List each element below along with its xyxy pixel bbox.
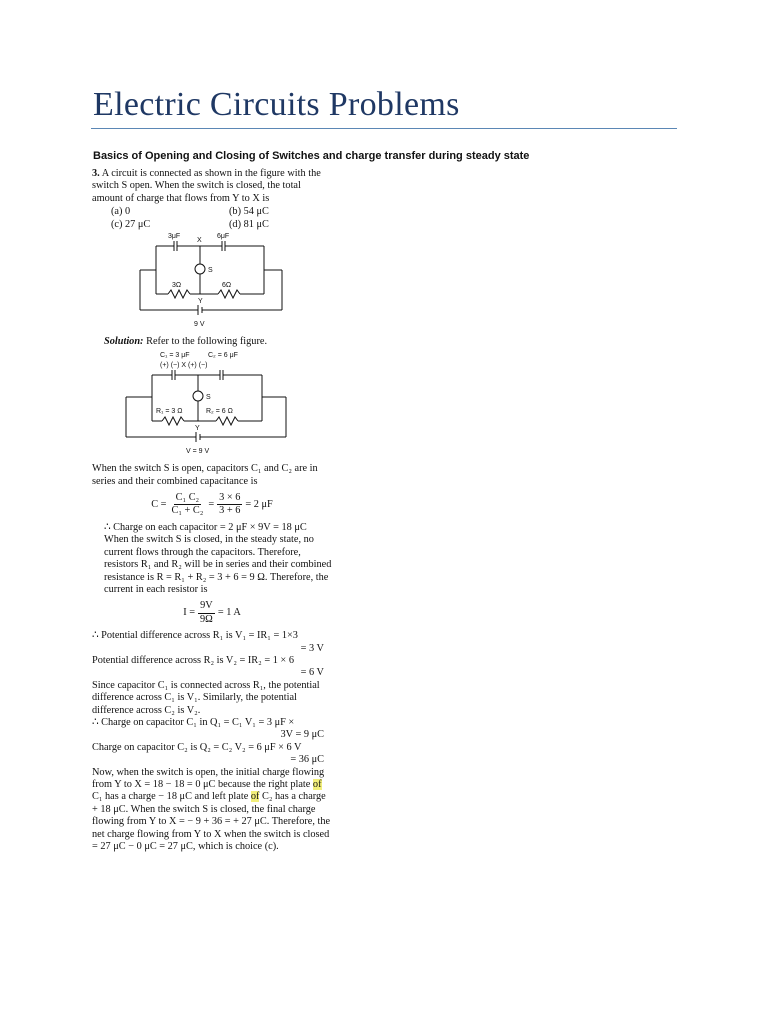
question-text (92, 168, 332, 205)
fig2-s-label: S (206, 393, 211, 401)
fig1-v-label: 9 V (194, 321, 205, 329)
formula-c-denominator: C₁ + C₂ (171, 505, 204, 517)
option-c: (c) 27 μC (111, 218, 151, 230)
circuit-diagram-problem (92, 232, 332, 332)
formula-i-numerator: 9V (198, 600, 215, 613)
fig2-v-label: V = 9 V (186, 447, 210, 455)
fig1-s-label: S (208, 267, 213, 275)
solution-intro (92, 336, 332, 348)
question-body: A circuit is connected as shown in the figure with the switch S open. When the switch is closed, the total amount of charge that flows from Y to X is (92, 168, 321, 204)
solution-paragraph-5: Potential difference across R₂ is V₂ = IR₂ = 1 × 6 (92, 654, 294, 666)
solution-paragraph-6: Since capacitor C₁ is connected across R₁, the potential difference across C₁ is V₁. Similarly, the potential difference across C₂ is V₂. (92, 679, 320, 716)
solution-paragraph-2: ∴ Charge on each capacitor = 2 μF × 9V = 18 μC (104, 521, 307, 533)
p9-highlight-2: of (250, 791, 260, 803)
fig1-r1-label: 3Ω (172, 282, 182, 290)
solution-paragraph-7: ∴ Charge on capacitor C₁ in Q₁ = C₁ V₁ = 3 μF × (92, 716, 295, 728)
solution-paragraph-4: ∴ Potential difference across R₁ is V₁ = IR₁ = 1×3 (92, 630, 298, 642)
formula-c-fraction (169, 492, 205, 518)
capacitance-formula (92, 492, 332, 518)
formula-c-lhs: C = (151, 498, 167, 510)
formula-c-equals: = (208, 498, 215, 510)
formula-c-numerator: C₁ C₂ (174, 492, 202, 505)
fig1-y-label: Y (198, 298, 203, 306)
solution-paragraph-7-result: 3V = 9 μC (280, 729, 324, 741)
option-b: (b) 54 μC (229, 206, 269, 218)
fig2-c1-label: C₁ = 3 μF (160, 351, 190, 359)
solution-intro-text: Refer to the following figure. (146, 336, 268, 348)
solution-paragraph-1: When the switch S is open, capacitors C₁ and C₂ are in series and their combined capacitance is (92, 463, 318, 487)
solution-paragraph-3: When the switch S is closed, in the steady state, no current flows through the capacitors. Therefore, resistors R₁ and R₂ will be in series and their combined resistance is R = R₁ + R₂ = 3 + 6 = 9 Ω. Therefore, the current in each resistor is (104, 534, 332, 595)
answer-options (92, 206, 332, 231)
option-d: (d) 81 μC (229, 218, 269, 230)
fig2-r1-label: R₁ = 3 Ω (156, 407, 183, 415)
formula-i-fraction (198, 600, 215, 626)
p9-part-2: C₁ has a charge − 18 μC and left plate (92, 791, 251, 803)
fig2-r2-label: R₂ = 6 Ω (206, 407, 233, 415)
formula-i-denominator: 9Ω (200, 613, 213, 625)
fig2-y-label: Y (195, 424, 200, 432)
formula-i-lhs: I = (183, 607, 195, 619)
question-number: 3. (92, 168, 100, 179)
formula-c-denominator-values: 3 + 6 (219, 505, 241, 517)
solution-paragraph-4-result: = 3 V (300, 642, 324, 654)
formula-c-numerator-values: 3 × 6 (217, 492, 242, 505)
p9-part-3: C₂ has a charge + 18 μC. When the switch S is closed, the final charge flowing from Y to X = − 9 + 36 = + 27 μC. Therefore, the net charge flowing from Y to X when the switch is closed = 27 μC − 0 μC = 27 μC, which is choice (c). (92, 791, 331, 853)
page-title: Electric Circuits Problems (93, 86, 460, 123)
fig1-r2-label: 6Ω (222, 282, 232, 290)
option-a: (a) 0 (111, 206, 131, 218)
formula-i-result: = 1 A (217, 607, 241, 619)
p9-part-1: Now, when the switch is open, the initial charge flowing from Y to X = 18 − 18 = 0 μC because the right plate (92, 766, 325, 790)
section-subtitle: Basics of Opening and Closing of Switches and charge transfer during steady state (93, 150, 530, 162)
solution-paragraph-8: Charge on capacitor C₂ is Q₂ = C₂ V₂ = 6 μF × 6 V (92, 741, 302, 753)
formula-c-fraction-values (217, 492, 242, 518)
circuit-diagram-solution (92, 349, 332, 459)
solution-label: Solution: (104, 336, 144, 348)
title-divider (91, 128, 677, 129)
fig2-charge-signs: (+) (−) X (+) (−) (160, 361, 208, 369)
formula-c-result: = 2 μF (245, 498, 273, 510)
p9-highlight-1: of (312, 779, 322, 790)
solution-paragraph-8-result: = 36 μC (290, 754, 324, 766)
fig1-x-label: X (197, 237, 202, 245)
scanned-problem (92, 168, 332, 853)
solution-paragraph-9 (92, 767, 332, 854)
solution-paragraph-5-result: = 6 V (300, 667, 324, 679)
fig1-c2-label: 6μF (217, 233, 230, 241)
fig2-c2-label: C₂ = 6 μF (208, 351, 238, 359)
current-formula (92, 600, 332, 626)
fig1-c1-label: 3μF (168, 233, 181, 241)
